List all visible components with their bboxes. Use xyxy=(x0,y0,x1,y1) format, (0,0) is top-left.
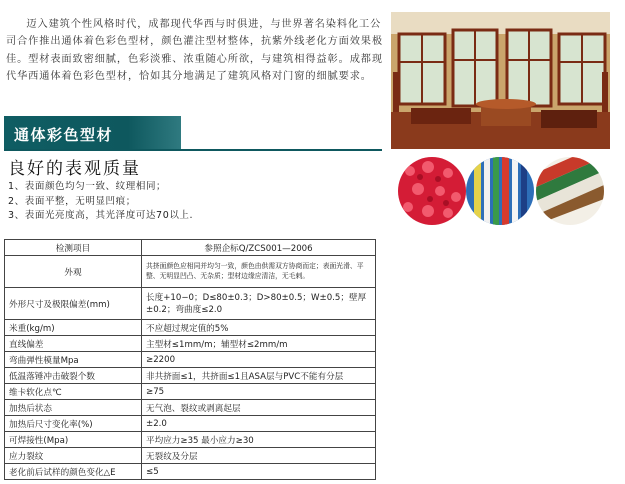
row-item: 加热后尺寸变化率(%) xyxy=(5,416,142,432)
row-item: 低温落锤冲击破裂个数 xyxy=(5,368,142,384)
row-item: 外形尺寸及极限偏差(mm) xyxy=(5,288,142,320)
row-item: 可焊接性(Mpa) xyxy=(5,432,142,448)
feature-list xyxy=(8,180,193,224)
row-item: 米重(kg/m) xyxy=(5,320,142,336)
row-item: 加热后状态 xyxy=(5,400,142,416)
table-row xyxy=(5,464,376,480)
row-value: 非共挤面≤1，共挤面≤1且ASA层与PVC不能有分层 xyxy=(142,368,376,384)
feature-item: 2、表面平整，无明显凹痕； xyxy=(8,195,136,207)
feature-item: 1、表面颜色均匀一致、纹理相同； xyxy=(8,181,167,192)
row-item: 应力裂纹 xyxy=(5,448,142,464)
table-header-row xyxy=(5,240,376,256)
table-row xyxy=(5,432,376,448)
row-value: 无气泡、裂纹或剥离起层 xyxy=(142,400,376,416)
row-item: 维卡软化点℃ xyxy=(5,384,142,400)
column-header: 参照企标Q/ZCS001—2006 xyxy=(142,240,376,256)
section-banner: 通体彩色型材 xyxy=(4,116,181,149)
table-row xyxy=(5,400,376,416)
table-row xyxy=(5,384,376,400)
row-item: 外观 xyxy=(5,256,142,288)
row-value: 无裂纹及分层 xyxy=(142,448,376,464)
interior-window-illustration xyxy=(391,12,610,149)
spec-table xyxy=(4,239,376,480)
row-value: ≥75 xyxy=(142,384,376,400)
row-item: 老化前后试样的颜色变化△E xyxy=(5,464,142,480)
intro-paragraph: 迈入建筑个性风格时代，成都现代华西与时俱进，与世界著名染料化工公司合作推出通体着色彩色型材，颜色灌注型材整体，抗紫外线老化方面效果极佳。型材表面致密细腻，色彩淡雅、浓重随心所欲，与建筑相得益彰。成都现代华西通体着色彩色型材，恰如其分地满足了建筑风格对门窗的细腻要求。 xyxy=(6,19,383,83)
table-row xyxy=(5,368,376,384)
table-row xyxy=(5,416,376,432)
table-row xyxy=(5,288,376,320)
row-item: 直线偏差 xyxy=(5,336,142,352)
row-value: ≤5 xyxy=(142,464,376,480)
section-heading: 良好的表观质量 xyxy=(8,159,141,179)
table-row xyxy=(5,256,376,288)
row-value: 不应超过规定值的5% xyxy=(142,320,376,336)
row-value: 共挤面颜色应相同并均匀一致，颜色由供需双方协商而定；表面光滑、平整、无明显凹凸、无杂质；型材边缘应清洁，无毛刺。 xyxy=(142,256,376,288)
table-row xyxy=(5,320,376,336)
interior-window-photo xyxy=(391,12,610,149)
row-value: 长度+10−0；D≤80±0.3；D>80±0.5；W±0.5；壁厚±0.2；弯曲度≤2.0 xyxy=(142,288,376,320)
row-item: 弯曲弹性模量Mpa xyxy=(5,352,142,368)
row-value: 平均应力≥35 最小应力≥30 xyxy=(142,432,376,448)
table-row xyxy=(5,352,376,368)
row-value: 主型材≤1mm/m；辅型材≤2mm/m xyxy=(142,336,376,352)
table-row xyxy=(5,448,376,464)
banner-underline xyxy=(4,149,382,151)
table-row xyxy=(5,336,376,352)
colored-rods-sample xyxy=(466,157,534,225)
row-value: ≥2200 xyxy=(142,352,376,368)
red-granules-sample xyxy=(398,157,466,225)
colored-plates-sample xyxy=(536,157,604,225)
feature-item: 3、表面光亮度高，其光泽度可达70以上. xyxy=(8,210,194,222)
row-value: ±2.0 xyxy=(142,416,376,432)
column-header: 检测项目 xyxy=(5,240,142,256)
